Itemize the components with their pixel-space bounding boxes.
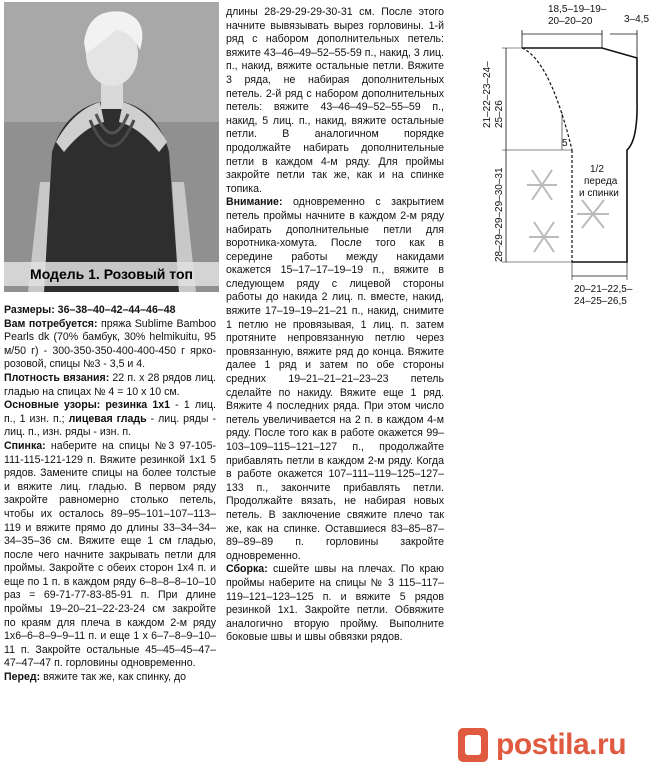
sizes-label: Размеры: [4,304,55,316]
half-label-2: переда [584,176,618,187]
back-label: Спинка: [4,439,46,452]
patterns-paragraph [4,399,216,440]
back-value: наберите на спицы №3 97-105-111-115-121-129 п. Вяжите резинкой 1х1 5 рядов. Замените спицы на более толстые и вяжите лиц. гладью. В первом ряду закройте равномерно столько петель, чтобы их осталось 89–95–101–107–113–119 и вяжите прямо до длины 33–34–34–34–35–36 см. Вяжите еще 1 см гладью, после чего начните закрывать петли для проймы. Закройте с обеих сторон 1х4 п. и еще по 1 п. в каждом ряду 6–8–8–8–10–10 раз = 69-71-77-83-85-91 п. При длине проймы 19–20–21–22-23-24 см закройте по краям для плеча в каждом 2-м ряду 1х6–6–8–9–9–11 п. и еще 1 х 6–7–8–9–10–11 п. Закройте остальные 45–45–45–47–47–47–47 п. горловины одновременно. [4,439,216,670]
photo-caption: Модель 1. Розовый топ [4,262,219,286]
attention-value: одновременно с закрытием петель проймы начните в каждом 2-м ряду набирать дополнительные петли для воротника-хомута. После того как в середине работы между накидами окажется 15–17–17–19–19 п., вяжите в следующем ряду с лицевой стороны работы до накида 2 лиц. п. вместе, накид, вяжите 17–19–19–21–21 п., накид, снимите 1 петлю не провязывая, 1 лиц. п. затем протяните непровязанную петлю через провязанную, вяжите ряд до конца. Вяжите далее 1 ряд и затем по обе стороны средних 19–21–21–21–23–23 петель сделайте по накиду. Вяжите еще 1 ряд. Вяжите 4 последних ряда. При этом число петель увеличивается на 2 п. в каждом 4-м ряду. После того как в работе окажется 99–103–109–115–121–127 п., продолжайте прибавлять петли в каждом 2-м ряду. Когда в работе окажется 107–111–119–125–127–133 п., закончите прибавлять петли. Продолжайте вязать, не набирая новых петель. В заключение свяжите плечо так же, как на спинке. Оставшиеся 83–85–87–89–89–89 п. горловины закройте одновременно. [226,196,444,562]
shoulder-label: 3–4,5 [624,14,650,25]
rib-label: резинка 1х1 [100,399,170,412]
bottom-width-label-2: 24–25–26,5 [574,296,627,307]
stockinette-value: - лиц. ряды - лиц. п., изн. ряды - изн. п. [4,412,216,439]
neck-depth-label: 5 [562,138,568,149]
armhole-height-label: 21–22–23–24– [482,61,493,128]
front-value: вяжите так же, как спинку, до [40,671,187,684]
patterns-label: Основные узоры: [4,399,101,412]
front-continued-paragraph: длины 28-29-29-29-30-31 см. После этого начните вывязывать вырез горловины. 1-й ряд с набором дополнительных петель: вяжите 43–46–49–52–55-59 п., накид, 3 лиц. п., накид, вяжите остальные петли. Вяжите 3 ряда, не набирая дополнительных петель. 2-й ряд с набором дополнительных петель: вяжите 43–46–49–52–55–59 п., накид, 5 лиц. п., накид, вяжите остальные петли. В аналогичном порядке продолжайте набирать дополнительные петли в каждом 4-м ряду. Для проймы закройте петли так же, как и на спинке топика. [226,6,444,195]
density-label: Плотность вязания: [4,371,110,384]
half-label: 1/2 [590,164,604,175]
rib-value: - 1 лиц. п., 1 изн. п.; [4,399,216,425]
back-paragraph [4,440,216,671]
instructions-left-column [4,304,216,685]
materials-value: пряжа Sublime Bamboo Pearls dk (70% бамбук, 30% helmikuitu, 95 м/50 г) - 300-350-350-400-400-450 г ярко-розовой, спицы №3 - 3,5 и 4. [4,317,216,371]
model-photo [4,2,219,292]
armhole-height-label-2: 25–26 [494,100,505,128]
postila-watermark [456,722,660,772]
front-paragraph [4,671,216,685]
attention-paragraph [226,196,444,563]
assembly-label: Сборка: [226,563,268,576]
density-value: 22 п. х 28 рядов лиц. гладью на спицах № 4 = 10 х 10 см. [4,371,216,398]
instructions-middle-column [226,6,444,645]
stockinette-label: лицевая гладь [64,412,147,425]
assembly-paragraph [226,563,444,645]
materials-label: Вам потребуется: [4,317,98,330]
materials-paragraph [4,318,216,372]
pattern-schematic [462,0,660,330]
logo-icon [456,724,492,768]
body-height-label: 28–29–29–29–30–31 [494,167,505,262]
front-label: Перед: [4,671,41,684]
density-paragraph [4,372,216,399]
sizes-paragraph [4,304,216,318]
top-width-label: 18,5–19–19– [548,4,607,15]
attention-label: Внимание: [226,196,283,209]
sizes-value: 36–38–40–42–44–46–48 [54,304,176,316]
top-width-label-2: 20–20–20 [548,16,593,27]
assembly-value: сшейте швы на плечах. По краю проймы наберите на спицы № 3 115–117–119–121–123–125 п. и вяжите 5 рядов резинкой 1х1. Закройте петли. Обвяжите аналогично вторую пройму. Выполните боковые швы и швы обвязки рядов. [226,563,444,644]
model-illustration [4,2,219,292]
half-label-3: и спинки [579,188,619,199]
bottom-width-label: 20–21–22,5– [574,284,633,295]
neck-curve [522,48,572,150]
watermark-text: postila.ru [496,728,627,761]
